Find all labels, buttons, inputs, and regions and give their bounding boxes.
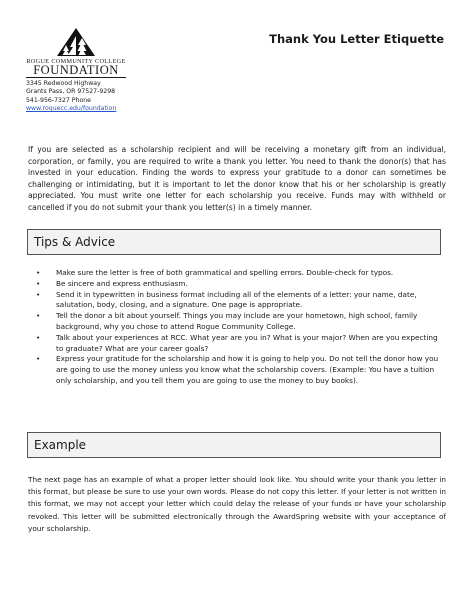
bullet-icon: • bbox=[36, 268, 41, 277]
bullet-icon: • bbox=[36, 332, 41, 342]
example-heading: Example bbox=[34, 438, 87, 452]
bullet-icon: • bbox=[36, 278, 41, 288]
list-item bbox=[30, 279, 444, 290]
tips-heading: Tips & Advice bbox=[34, 235, 116, 249]
address-city: Grants Pass, OR 97527-9298 bbox=[26, 88, 116, 96]
logo-foundation-name: FOUNDATION bbox=[26, 64, 126, 78]
address-phone: 541-956-7327 Phone bbox=[26, 96, 91, 104]
bullet-icon: • bbox=[36, 311, 41, 321]
intro-paragraph: If you are selected as a scholarship recipient and will be receiving a monetary gift from an individual, corporation, or family, you are required to write a thank you letter. You need to thank the donor(s) that has invested in your education. Finding the words to express your gratitude to a donor can sometimes be challenging or intimidating, but it is important to let the donor know that his or her scholarship is greatly appreciated. You must write one letter for each scholarship you receive. Funds may with withheld or cancelled if you do not submit your thank you letter(s) in a timely manner. bbox=[28, 145, 446, 212]
example-paragraph: The next page has an example of what a proper letter should look like. You should write your thank you letter in this format, but please be sure to use your own words. Please do not copy this letter. If your letter is not written in this format, we may not accept your letter which could delay the release of your funds or have your scholarship revoked. This letter will be submitted electronically through the AwardSpring website with your acceptance of your scholarship. bbox=[28, 475, 446, 533]
foundation-logo bbox=[26, 27, 126, 77]
list-item bbox=[30, 333, 444, 355]
tip-text: Be sincere and express enthusiasm. bbox=[56, 278, 188, 288]
address-street: 3345 Redwood Highway bbox=[26, 80, 101, 87]
tips-list bbox=[30, 268, 444, 387]
address-block bbox=[26, 80, 116, 114]
tip-text: Talk about your experiences at RCC. What year are you in? What is your major? When are you expecting to graduate? What are your career goals? bbox=[56, 332, 438, 353]
tip-text: Make sure the letter is free of both grammatical and spelling errors. Double-check for typos. bbox=[56, 268, 394, 277]
website-link[interactable]: www.roguecc.edu/foundation bbox=[26, 105, 117, 113]
list-item bbox=[30, 290, 444, 312]
tips-heading-box bbox=[27, 229, 441, 255]
tip-text: Tell the donor a bit about yourself. Things you may include are your hometown, high school, family background, why you chose to attend Rogue Community College. bbox=[56, 311, 418, 331]
logo-college-name: ROGUE COMMUNITY COLLEGE bbox=[26, 58, 126, 65]
bullet-icon: • bbox=[36, 354, 41, 364]
bullet-icon: • bbox=[36, 289, 41, 299]
list-item bbox=[30, 311, 444, 333]
tree-icon bbox=[56, 27, 96, 57]
list-item bbox=[30, 354, 444, 386]
tip-text: Send it in typewritten in business format including all of the elements of a letter: your name, date, salutation, body, closing, and a signature. One page is appropriate. bbox=[56, 289, 417, 310]
example-heading-box bbox=[27, 432, 441, 458]
page-title: Thank You Letter Etiquette bbox=[269, 32, 444, 46]
list-item bbox=[30, 268, 444, 279]
tip-text: Express your gratitude for the scholarship and how it is going to help you. Do not tell the donor how you are going to use the money unless you know what the scholarship covers. (Example: You have a tuition only scholarship, and you tell them you are going to use the money to buy books). bbox=[56, 354, 439, 385]
